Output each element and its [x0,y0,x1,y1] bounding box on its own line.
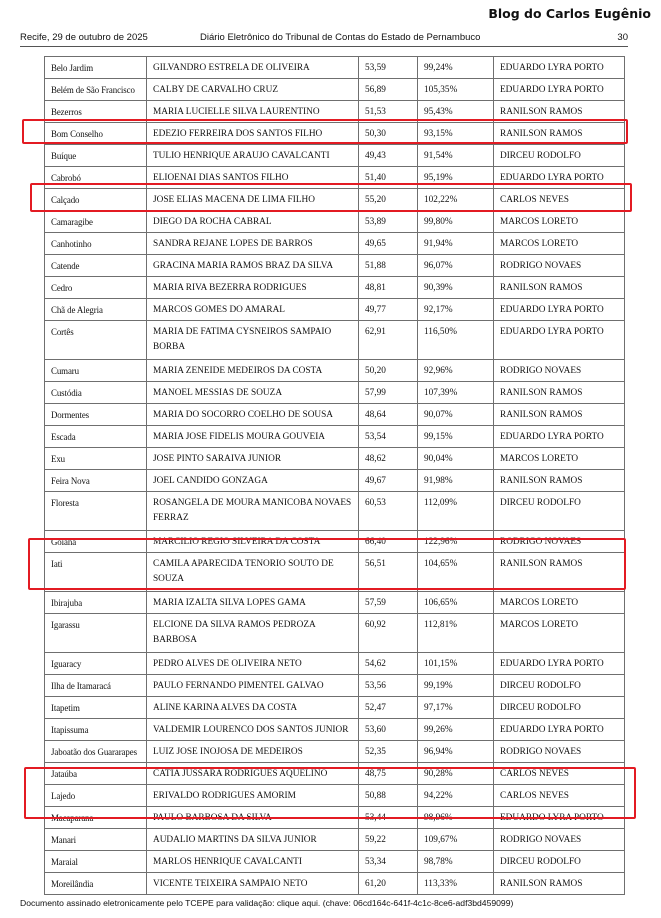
name-cell: JOEL CANDIDO GONZAGA [147,470,359,492]
city-cell: Canhotinho [45,233,147,255]
percent-cell: 109,67% [418,829,494,851]
name-cell: ALINE KARINA ALVES DA COSTA [147,697,359,719]
value-cell: 59,22 [359,829,418,851]
city-cell: Escada [45,426,147,448]
table-row [45,448,625,470]
rapporteur-cell: CARLOS NEVES [494,785,625,807]
value-cell: 50,20 [359,360,418,382]
city-cell: Custódia [45,382,147,404]
city-cell: Manari [45,829,147,851]
city-cell: Itapissuma [45,719,147,741]
value-cell: 48,81 [359,277,418,299]
table-row [45,807,625,829]
table-row [45,382,625,404]
rapporteur-cell: MARCOS LORETO [494,211,625,233]
name-cell: LUIZ JOSE INOJOSA DE MEDEIROS [147,741,359,763]
rapporteur-cell: RANILSON RAMOS [494,123,625,145]
city-cell: Itapetim [45,697,147,719]
percent-cell: 122,96% [418,531,494,553]
name-cell: MARCILIO REGIO SILVEIRA DA COSTA [147,531,359,553]
percent-cell: 96,94% [418,741,494,763]
results-table [44,56,625,895]
rapporteur-cell: EDUARDO LYRA PORTO [494,57,625,79]
name-cell: AUDALIO MARTINS DA SILVA JUNIOR [147,829,359,851]
rapporteur-cell: EDUARDO LYRA PORTO [494,79,625,101]
city-cell: Chã de Alegria [45,299,147,321]
value-cell: 48,64 [359,404,418,426]
name-cell: MANOEL MESSIAS DE SOUZA [147,382,359,404]
value-cell: 66,40 [359,531,418,553]
rapporteur-cell: EDUARDO LYRA PORTO [494,807,625,829]
city-cell: Cumaru [45,360,147,382]
rapporteur-cell: CARLOS NEVES [494,763,625,785]
rapporteur-cell: EDUARDO LYRA PORTO [494,321,625,360]
value-cell: 56,51 [359,553,418,592]
name-cell: MARIA JOSE FIDELIS MOURA GOUVEIA [147,426,359,448]
value-cell: 51,88 [359,255,418,277]
value-cell: 57,99 [359,382,418,404]
table-row [45,741,625,763]
percent-cell: 96,07% [418,255,494,277]
table-row [45,873,625,895]
percent-cell: 98,78% [418,851,494,873]
value-cell: 53,54 [359,426,418,448]
value-cell: 51,53 [359,101,418,123]
value-cell: 49,65 [359,233,418,255]
city-cell: Macaparana [45,807,147,829]
rapporteur-cell: EDUARDO LYRA PORTO [494,167,625,189]
table-row [45,404,625,426]
table-row [45,470,625,492]
city-cell: Maraial [45,851,147,873]
city-cell: Ilha de Itamaracá [45,675,147,697]
value-cell: 49,77 [359,299,418,321]
percent-cell: 95,19% [418,167,494,189]
rapporteur-cell: RANILSON RAMOS [494,873,625,895]
table-row [45,299,625,321]
results-table-body [45,57,625,895]
value-cell: 52,35 [359,741,418,763]
rapporteur-cell: DIRCEU RODOLFO [494,697,625,719]
rapporteur-cell: RANILSON RAMOS [494,553,625,592]
table-row [45,233,625,255]
name-cell: MARIA RIVA BEZERRA RODRIGUES [147,277,359,299]
value-cell: 53,59 [359,57,418,79]
table-row [45,57,625,79]
rapporteur-cell: EDUARDO LYRA PORTO [494,719,625,741]
value-cell: 56,89 [359,79,418,101]
rapporteur-cell: DIRCEU RODOLFO [494,851,625,873]
name-cell: MARIA DO SOCORRO COELHO DE SOUSA [147,404,359,426]
signature-footer: Documento assinado eletronicamente pelo TCEPE para validação: clique aqui. (chave: 06cd164c-641f-4c1c-8ce6-adf3bd459099) [20,898,514,908]
city-cell: Iati [45,553,147,592]
percent-cell: 92,17% [418,299,494,321]
percent-cell: 104,65% [418,553,494,592]
percent-cell: 94,22% [418,785,494,807]
table-row [45,851,625,873]
name-cell: PEDRO ALVES DE OLIVEIRA NETO [147,653,359,675]
percent-cell: 116,50% [418,321,494,360]
city-cell: Calçado [45,189,147,211]
rapporteur-cell: EDUARDO LYRA PORTO [494,653,625,675]
table-row [45,189,625,211]
table-row [45,553,625,592]
table-row [45,255,625,277]
table-row [45,829,625,851]
city-cell: Catende [45,255,147,277]
name-cell: MARIA ZENEIDE MEDEIROS DA COSTA [147,360,359,382]
value-cell: 53,89 [359,211,418,233]
name-cell: MARIA DE FATIMA CYSNEIROS SAMPAIO BORBA [147,321,359,360]
name-cell: MARIA IZALTA SILVA LOPES GAMA [147,592,359,614]
rapporteur-cell: RODRIGO NOVAES [494,741,625,763]
rapporteur-cell: RODRIGO NOVAES [494,829,625,851]
rapporteur-cell: RANILSON RAMOS [494,101,625,123]
city-cell: Iguaracy [45,653,147,675]
rapporteur-cell: EDUARDO LYRA PORTO [494,299,625,321]
table-row [45,101,625,123]
rapporteur-cell: RODRIGO NOVAES [494,360,625,382]
city-cell: Belém de São Francisco [45,79,147,101]
value-cell: 50,88 [359,785,418,807]
table-row [45,785,625,807]
rapporteur-cell: DIRCEU RODOLFO [494,145,625,167]
rapporteur-cell: MARCOS LORETO [494,448,625,470]
percent-cell: 105,35% [418,79,494,101]
city-cell: Jataúba [45,763,147,785]
page-header [20,32,628,47]
percent-cell: 90,39% [418,277,494,299]
city-cell: Igarassu [45,614,147,653]
name-cell: MARLOS HENRIQUE CAVALCANTI [147,851,359,873]
name-cell: ELCIONE DA SILVA RAMOS PEDROZA BARBOSA [147,614,359,653]
value-cell: 53,56 [359,675,418,697]
city-cell: Jaboatão dos Guararapes [45,741,147,763]
city-cell: Feira Nova [45,470,147,492]
city-cell: Dormentes [45,404,147,426]
percent-cell: 91,54% [418,145,494,167]
table-row [45,592,625,614]
value-cell: 62,91 [359,321,418,360]
value-cell: 60,53 [359,492,418,531]
rapporteur-cell: DIRCEU RODOLFO [494,492,625,531]
table-row [45,277,625,299]
city-cell: Bezerros [45,101,147,123]
percent-cell: 91,94% [418,233,494,255]
table-row [45,123,625,145]
rapporteur-cell: DIRCEU RODOLFO [494,675,625,697]
rapporteur-cell: RANILSON RAMOS [494,404,625,426]
rapporteur-cell: RODRIGO NOVAES [494,531,625,553]
value-cell: 54,62 [359,653,418,675]
table-row [45,211,625,233]
value-cell: 53,60 [359,719,418,741]
name-cell: ROSANGELA DE MOURA MANICOBA NOVAES FERRAZ [147,492,359,531]
table-row [45,360,625,382]
table-row [45,719,625,741]
value-cell: 49,67 [359,470,418,492]
value-cell: 61,20 [359,873,418,895]
percent-cell: 97,17% [418,697,494,719]
table-row [45,321,625,360]
percent-cell: 99,26% [418,719,494,741]
city-cell: Cortês [45,321,147,360]
table-row [45,697,625,719]
value-cell: 53,34 [359,851,418,873]
city-cell: Bom Conselho [45,123,147,145]
value-cell: 51,40 [359,167,418,189]
city-cell: Exu [45,448,147,470]
percent-cell: 99,19% [418,675,494,697]
name-cell: CAMILA APARECIDA TENORIO SOUTO DE SOUZA [147,553,359,592]
table-row [45,675,625,697]
percent-cell: 92,96% [418,360,494,382]
percent-cell: 102,22% [418,189,494,211]
city-cell: Floresta [45,492,147,531]
rapporteur-cell: CARLOS NEVES [494,189,625,211]
rapporteur-cell: EDUARDO LYRA PORTO [494,426,625,448]
name-cell: MARCOS GOMES DO AMARAL [147,299,359,321]
header-date: Recife, 29 de outubro de 2025 [20,32,148,43]
name-cell: VALDEMIR LOURENCO DOS SANTOS JUNIOR [147,719,359,741]
city-cell: Goiana [45,531,147,553]
rapporteur-cell: RANILSON RAMOS [494,382,625,404]
city-cell: Cabrobó [45,167,147,189]
percent-cell: 101,15% [418,653,494,675]
rapporteur-cell: RODRIGO NOVAES [494,255,625,277]
value-cell: 48,75 [359,763,418,785]
name-cell: ERIVALDO RODRIGUES AMORIM [147,785,359,807]
percent-cell: 90,28% [418,763,494,785]
rapporteur-cell: MARCOS LORETO [494,614,625,653]
table-row [45,145,625,167]
name-cell: VICENTE TEIXEIRA SAMPAIO NETO [147,873,359,895]
value-cell: 52,47 [359,697,418,719]
header-title: Diário Eletrônico do Tribunal de Contas do Estado de Pernambuco [200,32,481,43]
name-cell: JOSE ELIAS MACENA DE LIMA FILHO [147,189,359,211]
rapporteur-cell: MARCOS LORETO [494,233,625,255]
name-cell: PAULO BARBOSA DA SILVA [147,807,359,829]
table-row [45,614,625,653]
percent-cell: 93,15% [418,123,494,145]
page-number: 30 [617,32,628,43]
name-cell: ELIOENAI DIAS SANTOS FILHO [147,167,359,189]
percent-cell: 90,04% [418,448,494,470]
percent-cell: 107,39% [418,382,494,404]
city-cell: Buíque [45,145,147,167]
value-cell: 55,20 [359,189,418,211]
city-cell: Belo Jardim [45,57,147,79]
table-row [45,653,625,675]
name-cell: PAULO FERNANDO PIMENTEL GALVAO [147,675,359,697]
name-cell: TULIO HENRIQUE ARAUJO CAVALCANTI [147,145,359,167]
table-row [45,167,625,189]
percent-cell: 99,24% [418,57,494,79]
rapporteur-cell: MARCOS LORETO [494,592,625,614]
rapporteur-cell: RANILSON RAMOS [494,470,625,492]
table-row [45,79,625,101]
percent-cell: 106,65% [418,592,494,614]
percent-cell: 98,96% [418,807,494,829]
percent-cell: 91,98% [418,470,494,492]
value-cell: 53,44 [359,807,418,829]
rapporteur-cell: RANILSON RAMOS [494,277,625,299]
name-cell: CALBY DE CARVALHO CRUZ [147,79,359,101]
city-cell: Moreilândia [45,873,147,895]
name-cell: GILVANDRO ESTRELA DE OLIVEIRA [147,57,359,79]
table-row [45,426,625,448]
value-cell: 57,59 [359,592,418,614]
table-row [45,492,625,531]
name-cell: DIEGO DA ROCHA CABRAL [147,211,359,233]
blog-watermark: Blog do Carlos Eugênio [488,6,651,21]
table-row [45,531,625,553]
percent-cell: 113,33% [418,873,494,895]
city-cell: Cedro [45,277,147,299]
name-cell: EDEZIO FERREIRA DOS SANTOS FILHO [147,123,359,145]
percent-cell: 90,07% [418,404,494,426]
percent-cell: 99,80% [418,211,494,233]
city-cell: Camaragibe [45,211,147,233]
city-cell: Lajedo [45,785,147,807]
percent-cell: 99,15% [418,426,494,448]
value-cell: 60,92 [359,614,418,653]
name-cell: JOSE PINTO SARAIVA JUNIOR [147,448,359,470]
value-cell: 49,43 [359,145,418,167]
percent-cell: 112,81% [418,614,494,653]
name-cell: CATIA JUSSARA RODRIGUES AQUELINO [147,763,359,785]
name-cell: SANDRA REJANE LOPES DE BARROS [147,233,359,255]
percent-cell: 95,43% [418,101,494,123]
name-cell: GRACINA MARIA RAMOS BRAZ DA SILVA [147,255,359,277]
city-cell: Ibirajuba [45,592,147,614]
percent-cell: 112,09% [418,492,494,531]
value-cell: 48,62 [359,448,418,470]
table-row [45,763,625,785]
name-cell: MARIA LUCIELLE SILVA LAURENTINO [147,101,359,123]
value-cell: 50,30 [359,123,418,145]
